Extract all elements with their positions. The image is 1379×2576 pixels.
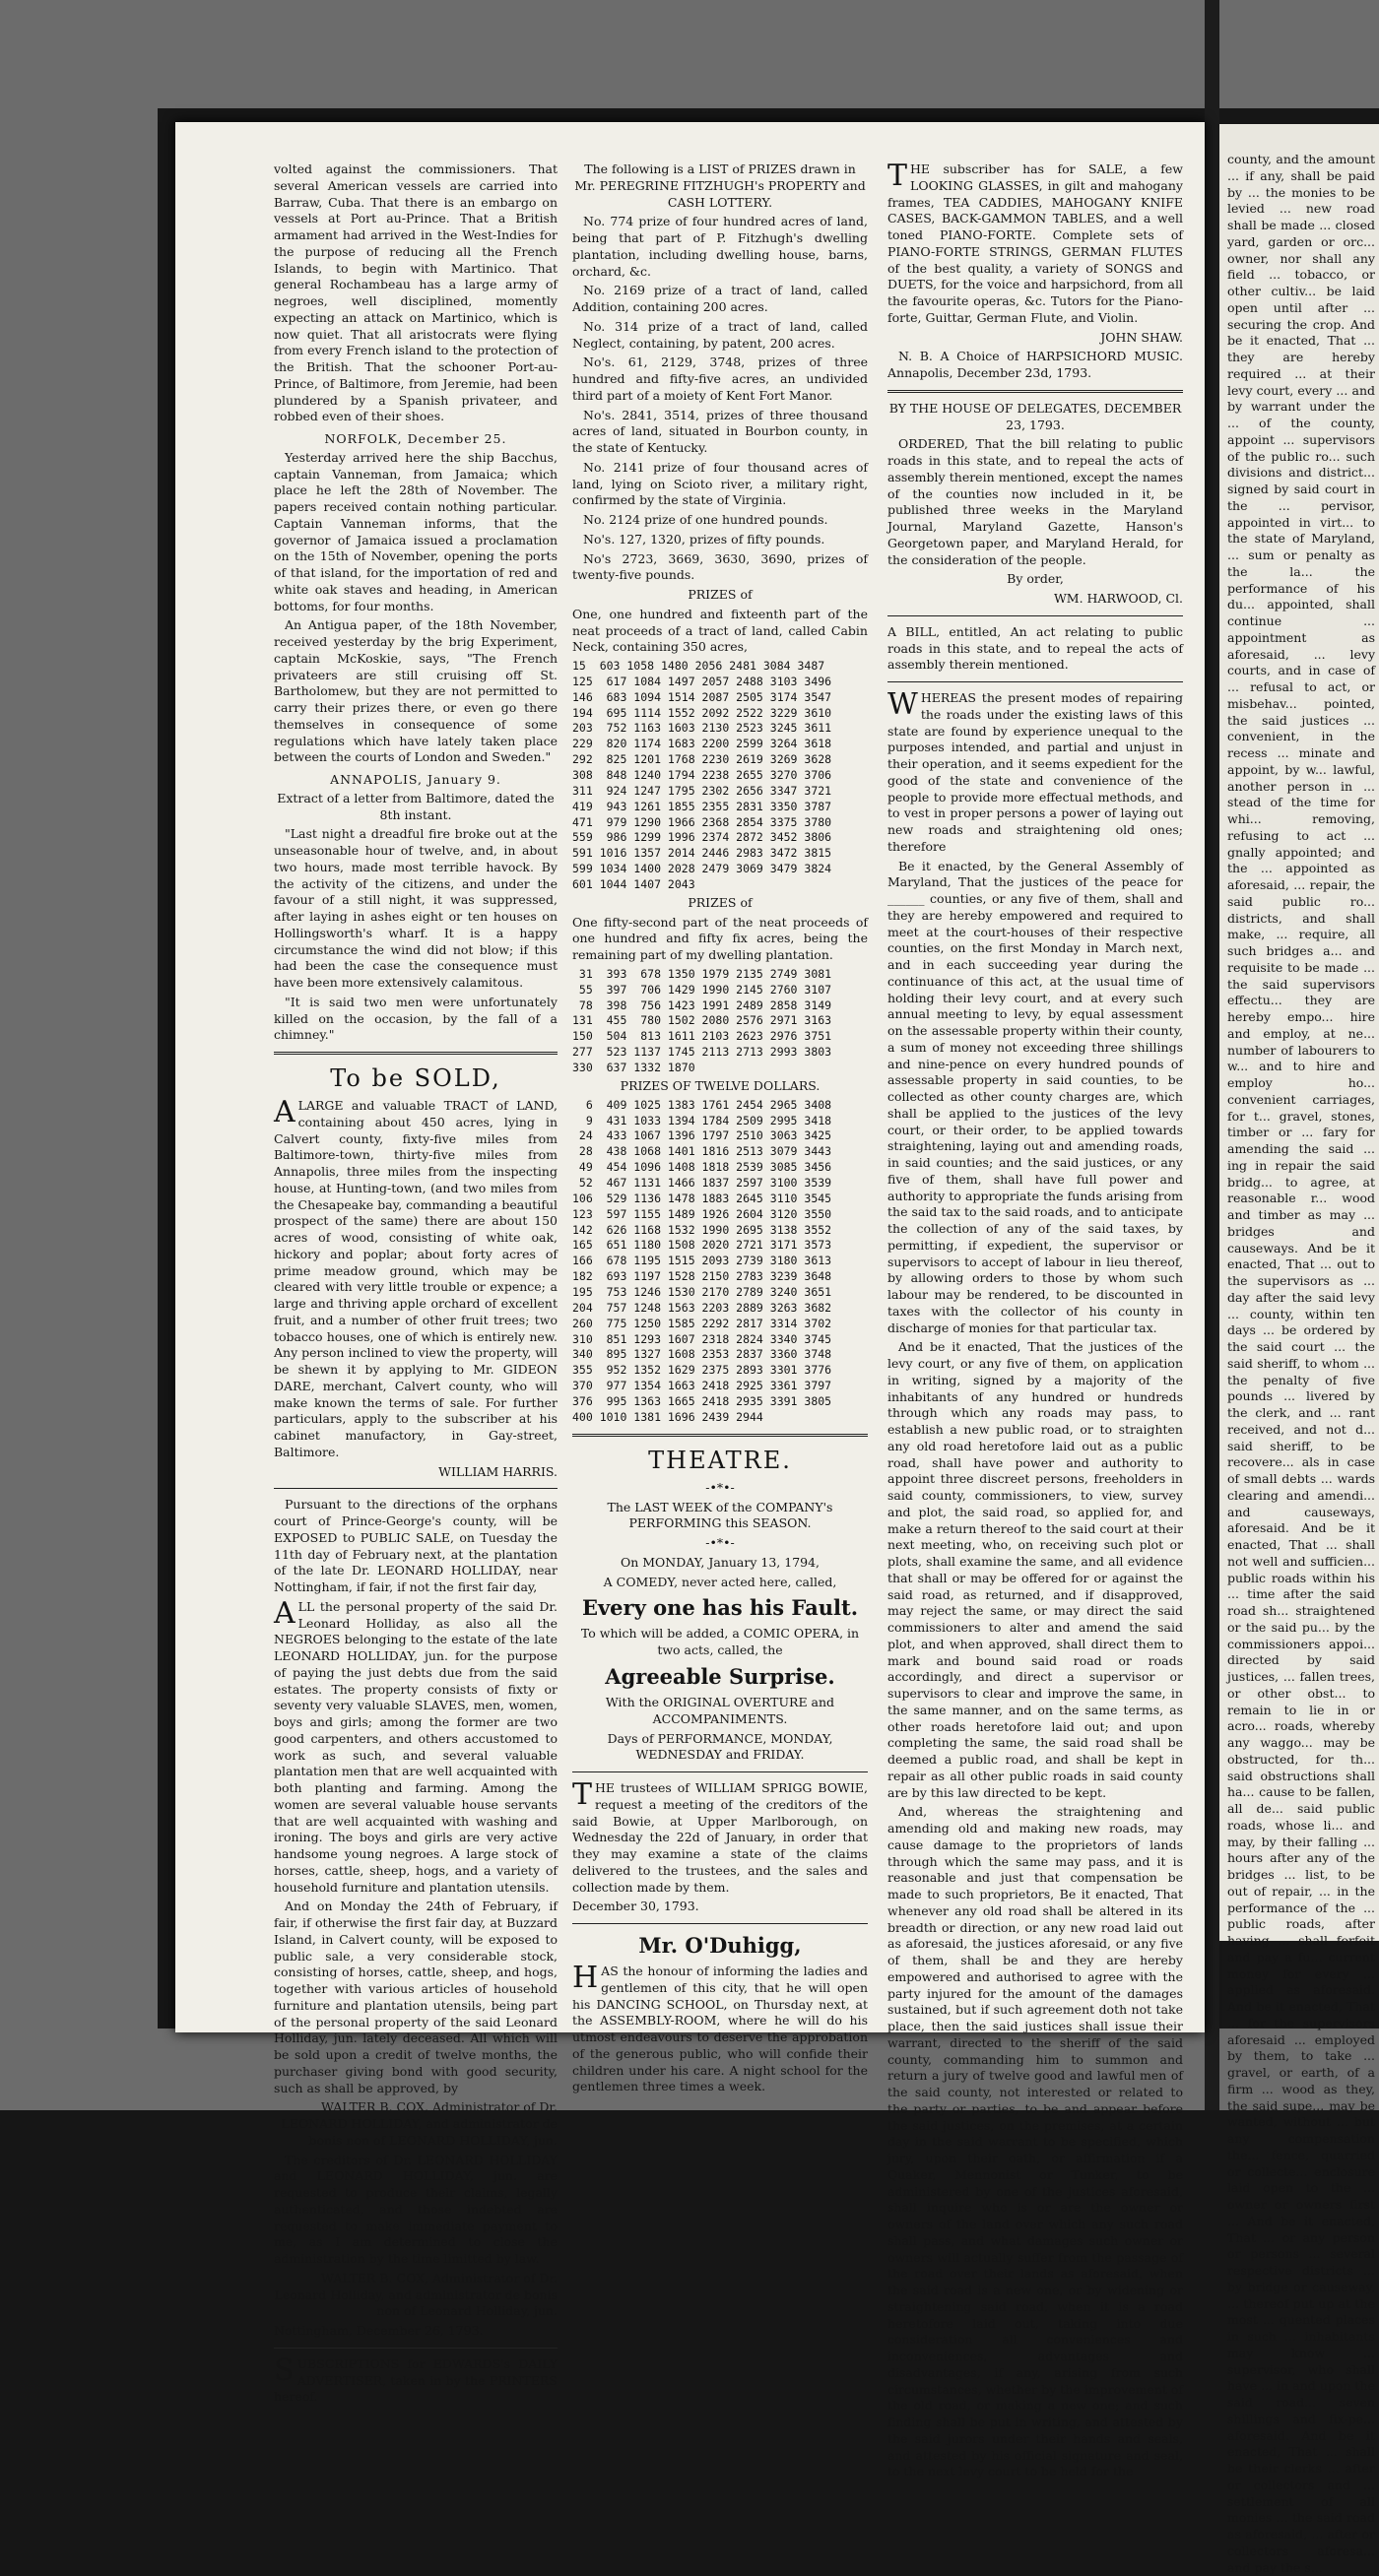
column-1: [274, 161, 558, 2405]
advert-text: ALL the personal property of the said Dr. Leonard Holliday, as also all the NEGROES belonging to the estate of the late LEONARD HOLLIDAY, jun. for the purpose of paying the just debts due from the said estates. The property consists of fixty or seventy very valuable SLAVES, men, women, boys and girls; among the former are two good carpenters, and others accustomed to work as such, and several valuable plantation men that are well acquainted with both planting and farming. Among the women are several valuable house servants that are well acquainted with washing and ironing. The boys and girls are very active handsome young negroes. A large stock of horses, cattle, sheep, hogs, and a variety of household furniture and plantation utensils.: [274, 1595, 558, 1895]
fragment-text: county, and the amount ... if any, shall be paid by ... the monies to be levied ... new road shall be made ... closed yard, garden or orc... owner, nor shall any field ... tobacco, or other cultiv... be laid open until after ... securing the crop. And be it enacted, That ... they are hereby required ... at their levy court, every ... and by warrant under the ... of the county, appoint ... supervisors of the public ro... such divisions and district... signed by said court in the ... pervisor, appointed in virt... to the state of Maryland, ... sum or penalty as the la... the performance of his du... appointed, shall continue ... appointment as aforesaid, ... levy courts, and in case of ... refusal to act, or misbehav... pointed, the said justices ... convenient, in the recess ... minate and appoint, by w... lawful, another person in ... stead of the time for whi... removing, refusing to act ... gnally appointed; and the ... appointed as aforesaid, ... repair, the said public ro... districts, and shall make, ... require, all such bridges a... and requisite to be made ... the said supervisors effectu... they are hereby empo... hire and employ, at ne... number of labourers to w... and to hire and employ ho... convenient carriages, for t... gravel, stones, timber or ... fary for amending the said ... ing in repair the said bridg... to agree, at reasonable r... wood and timber as may ... bridges and causeways. And be it enacted, That ... out to the supervisors as ... day after the said levy ... county, within ten days ... be ordered by the said court ... the said sheriff, to whom ... the penalty of five pounds ... livered by the clerk, and ... rant received, and not d... said sheriff, to be recovere... als in case of small debts ... wards clearing and amendi... and causeways, aforesaid. And be it enacted, That ... shall not well and sufficien... public roads within his ... time after the said road sh... straightened or the said pu... by the commissioners appoi... directed by said justices, ... fallen trees, or other obst... to remain to lie in or acro... roads, whereby any waggo... may be obstructed, for th... said obstructions shall ha... cause to be fallen, all de... said public roads, whose li... and may, by their falling ... hours after any of the bridges ... list, to be out of repair, ... in the performance of the ... public roads, after having ... shall forfeit and pay a fu... current money for every ... applied as aforesaid. And be it enacted, That ... for the supervisors aforesaid ... employed by them, to take ... gravel, or earth, of a firm ... wood as they, the said supe... may be wanted, without ... but any compensation the... fence, quarried or collecte... enclosure laid open to the ... owner or owners first ... And be it enacted, That ... or any person or persons ... several respective districts ... by bridge or causeway, ... thereof put up at the most ... quented places in such ... inhabitants may know ... supervisor, who shall have ... in and upon the said road... seven shillings and fix-pe... aforesaid. And be it enacted, That ... shall be their clerks ... after or collectors and ... settlement of all monies ... the said road as aforesaid, ... after or collectors aforesa... and pay the s...: [1227, 152, 1375, 2575]
advert-text: Pursuant to the directions of the orphans court of Prince-George's county, will be EXPOSED to PUBLIC SALE, on Tuesday the 11th day of February next, at the plantation of the late Dr. LEONARD HOLLIDAY, near Nottingham, if fair, if not the first fair day,: [274, 1497, 558, 1595]
prizes-intro: One fifty-second part of the neat proceeds of one hundred and fifty fix acres, being the remaining part of my dwelling plantation.: [572, 914, 868, 963]
theatre-text: With the ORIGINAL OVERTURE and ACCOMPANIMENTS.: [605, 1695, 835, 1726]
play-title: Every one has his Fault.: [581, 1595, 859, 1621]
film-edge-left: [0, 0, 158, 2110]
column-3: [887, 159, 1183, 2479]
dancing-notice: HAS the honour of informing the ladies and gentlemen of this city, that he will open his DANCING SCHOOL, on Thursday next, at the ASSEMBLY-ROOM, where he will do his utmost endeavours to deserve the approbation of the generous public, who will confide their children under his care. A night school for the gentlemen three times a week.: [572, 1961, 868, 2094]
news-paragraph: volted against the commissioners. That several American vessels are carried into Barraw, Cuba. That there is an embargo on vessels at Port au-Prince. That a British armament had arrived in the West-Indies for the purpose of reducing all the French Islands, to begin with Martinico. That general Rochambeau has a large army of negroes, well disciplined, momently expecting an attack on Martinico, which is now quiet. That all aristocrats were flying from every French island to the protection of the British. That the schooner Port-au-Prince, of Baltimore, from Jeremie, had been plundered by a Spanish privateer, and robbed even of their shoes.: [274, 161, 558, 424]
prizes-heading: PRIZES of: [688, 894, 753, 910]
theatre-text: A COMEDY, never acted here, called,: [603, 1574, 837, 1589]
divider: [572, 1771, 868, 1772]
lottery-item: No's. 2841, 3514, prizes of three thousand acres of land, situated in Bourbon county, in the state of Kentucky.: [572, 407, 868, 455]
lottery-item: No's 2723, 3669, 3630, 3690, prizes of twenty-five pounds.: [572, 550, 868, 583]
divider: [274, 1488, 558, 1489]
news-paragraph: An Antigua paper, of the 18th November, received yesterday by the brig Experiment, captain McKoskie, says, "The French privateers are still cruising off St. Bartholomew, but they are not permitted to carry their prizes there, or even go there themselves in consequence of some regulations which have lately taken place between the courts of London and Sweden.": [274, 617, 558, 765]
subscriptions-notice: SUBSCRIPTIONS for EDWARDS's DAILY ADVERTISER, taken in by the PRINTERS hereof.: [274, 2352, 558, 2405]
order-signature: WM. HARWOOD, Cl.: [1053, 591, 1183, 606]
theatre-ornament: -•*•-: [705, 1479, 735, 1495]
lottery-item: No. 2141 prize of four thousand acres of land, lying on Scioto river, a military right, confirmed by the state of Virginia.: [572, 459, 868, 508]
prize-number-table: 6 409 1025 1383 1761 2454 2965 3408 9 431 1033 1394 1784 2509 2995 3418 24 433 1067 1396 1797 2510 3063 3425 28 438 1068 1401 1816 2513 3079 3443 49 454 1096 1408 1818 2539 3085 3456 52 467 1131 1466 1837 2597 3100 3539 106 529 1136 1478 1883 2645 3110 3545 123 597 1155 1489 1926 2604 3120 3550 142 626 1168 1532 1990 2695 3138 3552 165 651 1180 1508 2020 2721 3171 3573 166 678 1195 1515 2093 2739 3180 3613 182 693 1197 1528 2150 2783 3239 3648 195 753 1246 1530 2170 2789 3240 3651 204 757 1248 1563 2203 2889 3263 3682 260 775 1250 1585 2292 2817 3314 3702 310 851 1293 1607 2318 2824 3340 3745 340 895 1327 1608 2353 2837 3360 3748 355 952 1352 1629 2375 2893 3301 3776 370 977 1354 1663 2418 2925 3361 3797 376 995 1363 1665 2418 2935 3391 3805 400 1010 1381 1696 2439 2944: [572, 1097, 832, 1424]
notice-date: December 30, 1793.: [572, 1899, 699, 1914]
house-heading: BY THE HOUSE OF DELEGATES, DECEMBER 23, 1793.: [888, 400, 1182, 432]
divider: [274, 2348, 558, 2349]
newspaper-page: [175, 122, 1205, 2479]
adjacent-page-fragment: [1219, 124, 1379, 2575]
lottery-item: No. 2124 prize of one hundred pounds.: [583, 512, 828, 527]
advert-signature: JOHN SHAW.: [1100, 329, 1183, 345]
prizes-heading: PRIZES OF TWELVE DOLLARS.: [620, 1077, 821, 1093]
advert-text: THE subscriber has for SALE, a few LOOKING GLASSES, in gilt and mahogany frames, TEA CADDIES, MAHOGANY KNIFE CASES, BACK-GAMMON TABLES, and a well toned PIANO-FORTE. Complete sets of PIANO-FORTE STRINGS, GERMAN FLUTES of the best quality, a variety of SONGS and DUETS, for the voice and harpsichord, from all the favourite operas, &c. Tutors for the Piano-forte, Guittar, German Flute, and Violin.: [887, 159, 1183, 325]
divider: [887, 615, 1183, 616]
lottery-heading: The following is a LIST of PRIZES drawn in Mr. PEREGRINE FITZHUGH's PROPERTY and CASH LOTTERY.: [574, 161, 866, 210]
advert-signature: WALTER B. COX, Administrator of Dr. Leonard Holliday, and administrator de bonis non of Leonard Holliday, jun.: [274, 2270, 558, 2319]
lottery-item: No. 2169 prize of a tract of land, called Addition, containing 200 acres.: [572, 283, 868, 314]
column-2: [572, 161, 868, 2094]
adjacent-column: [1227, 152, 1375, 2575]
advert-signature: WILLIAM HARRIS.: [438, 1463, 558, 1479]
dateline-norfolk: NORFOLK, December 25.: [324, 431, 507, 446]
news-paragraph: "Last night a dreadful fire broke out at the unseasonable hour of twelve, and, in about two hours, made most terrible havock. By the activity of the citizens, and under the favour of a still night, it was suppressed, after laying in ashes eight or ten houses on Hollingsworth's wharf. It is a happy circumstance the wind did not blow; if this had been the case the consequence must have been more extensively calamitous.: [274, 826, 558, 990]
advert-text: And on Monday the 24th of February, if fair, if otherwise the first fair day, at Buzzard Island, in Calvert county, will be exposed to public sale, a very considerable stock, consisting of horses, cattle, sheep, and hogs, together with various articles of household furniture and plantation utensils, being part of the personal property of the said Leonard Holliday, jun. lately deceased. All which will be sold upon a credit of twelve months, the purchaser giving bond with good security, such as shall be approved, by: [274, 1899, 558, 2095]
theatre-title: THEATRE.: [648, 1446, 792, 1474]
divider: [572, 1434, 868, 1437]
theatre-text: To which will be added, a COMIC OPERA, in two acts, called, the: [580, 1626, 860, 1658]
prizes-intro: One, one hundred and fixteenth part of the neat proceeds of a tract of land, called Cabin Neck, containing 350 acres,: [572, 606, 868, 655]
advert-text: The creditors of Dr. LEONARD HOLLIDAY and LEONARD HOLLIDAY, jun. are requested to produce their claims, legally authenticated, and those indebted are requested to make immediate payment to me, as I am determined to close the administration by the time limitted by law.: [274, 2152, 558, 2267]
prize-number-table: 15 603 1058 1480 2056 2481 3084 3487 125 617 1084 1497 2057 2488 3103 3496 146 683 1094 1514 2087 2505 3174 3547 194 695 1114 1552 2092 2522 3229 3610 203 752 1163 1603 2130 2523 3245 3611 229 820 1174 1683 2200 2599 3264 3618 292 825 1201 1768 2230 2619 3269 3628 308 848 1240 1794 2238 2655 3270 3706 311 924 1247 1795 2302 2656 3347 3721 419 943 1261 1855 2355 2831 3350 3787 471 979 1290 1966 2368 2854 3375 3780 559 986 1299 1996 2374 2872 3452 3806 591 1016 1357 2014 2446 2983 3472 3815 599 1034 1400 2028 2479 3069 3479 3824 601 1044 1407 2043: [572, 659, 832, 892]
opera-title: Agreeable Surprise.: [605, 1663, 835, 1689]
divider: [887, 681, 1183, 682]
prize-number-table: 31 393 678 1350 1979 2135 2749 3081 55 397 706 1429 1990 2145 2760 3107 78 398 756 1423 1991 2489 2858 3149 131 455 780 1502 2080 2576 2971 3163 150 504 813 1611 2103 2623 2976 3751 277 523 1137 1745 2113 2713 2993 3803 330 637 1332 1870: [572, 966, 832, 1075]
divider: [274, 1052, 558, 1055]
dateline-annapolis: ANNAPOLIS, January 9.: [330, 772, 501, 787]
dancing-title: Mr. O'Duhigg,: [638, 1933, 802, 1959]
news-paragraph: "It is said two men were unfortunately killed on the occasion, by the fall of a chimney.": [274, 994, 558, 1043]
bill-text: And, whereas the straightening and amending old and making new roads, may cause damage to the proprietors of lands through which the same may pass, and it is reasonable and just that compensation be made to such proprietors, Be it enacted, That whenever any old road shall be altered in its breadth or direction, or any new road laid out as aforesaid, the justices aforesaid, or any five of them, shall be and they are hereby empowered and authorised to agree with the party injured for the amount of the damages sustained, but if such agreement doth not take place, then the said justices shall issue their warrant, directed to the sheriff of the said county, commanding him to summon and return a jury of twelve good and lawful men of the said county, not interested or related to the party or parties, to be and appear before the said justices, on the premises, at a certain day in the said warrant to be specified, which jury, upon their oath, or affirmation if a Quaker, Mennonist or Tunker, to be administered by one of the justices aforesaid, shall inquire who is or are the owner or owners of the land over which any such road shall pass, and what damages such owner or owners will actually suffer from the passage of the road over their lands as aforesaid, when the said road is a new one, or by widening or straightening said road, when it is a road heretofore laid out, taking into due consideration all conveniences and inconveniences, advantages and disadvantages, if any, arising from such circumstances, whether by the improvement of the old road, or making a new one; and such finding shall be put in writing, and attested by the said jurors under their hands and seals, and attested by his official signature and seal, to the next levy court to be held for the: [887, 1804, 1183, 2479]
advert-title-to-be-sold: To be SOLD,: [330, 1064, 501, 1092]
theatre-text: Days of PERFORMANCE, MONDAY, WEDNESDAY and FRIDAY.: [607, 1730, 833, 1763]
bill-title: A BILL, entitled, An act relating to public roads in this state, and to repeal the acts of assembly therein mentioned.: [887, 623, 1183, 673]
bill-text: Be it enacted, by the General Assembly of Maryland, That the justices of the peace for ______ counties, or any five of them, shall and they are hereby empowered and required to meet at the court-houses of their respective counties, on the first Monday in March next, and in each succeeding year during the continuance of this act, at the usual time of holding their levy court, and at every such annual meeting to levy, by equal assessment on the assessable property within their county, a sum of money not exceeding three shillings and nine-pence on every hundred pounds of assessable property in said counties, to be collected as other county charges are, which shall be applied to the justices of the levy court, or their order, to be applied towards straightening, laying out and amending roads, in said counties; and the said justices, or any five of them, shall have full power and authority to appropriate the funds arising from the said tax to the said roads, and to anticipate the collection of any of the said taxes, by permitting, if expedient, the supervisor or supervisors to accept of labour in lieu thereof, by allowing orders to those by whom such labour may be rendered, to be discounted in taxes with the collector of his county in discharge of monies for that particular tax.: [887, 858, 1183, 1335]
bill-text: WHEREAS the present modes of repairing the roads under the existing laws of this state are found by experience unequal to the purposes intended, and partial and unjust in their operation, and it seems expedient for the good of the state and convenience of the people to provide more effectual methods, and to vest in proper persons a power of laying out new roads and straightening old ones; therefore: [887, 687, 1183, 854]
lottery-item: No. 314 prize of a tract of land, called Neglect, containing, by patent, 200 acres.: [572, 318, 868, 351]
lottery-item: No. 774 prize of four hundred acres of land, being that part of P. Fitzhugh's dwelling plantation, including dwelling house, barns, orchard, &c.: [572, 214, 868, 279]
theatre-text: The LAST WEEK of the COMPANY's PERFORMING this SEASON.: [607, 1499, 833, 1531]
advert-date: Nottingham, December 26, 1793.: [274, 2323, 484, 2339]
page-gutter: [1205, 0, 1219, 2110]
divider: [887, 390, 1183, 393]
theatre-ornament: -•*•-: [705, 1535, 735, 1551]
film-edge-top: [0, 0, 1379, 108]
advert-signature: WALTER B. COX, Administrator of Dr. LEONARD HOLLIDAY, and administrator de bonis non of LEONARD HOLLIDAY, jun.: [281, 2099, 558, 2148]
prizes-heading: PRIZES of: [688, 587, 753, 602]
order-text: ORDERED, That the bill relating to public roads in this state, and to repeal the acts of assembly therein mentioned, except the names of the counties now included in it, be published three weeks in the Maryland Journal, Maryland Gazette, Hanson's Georgetown paper, and Maryland Herald, for the consideration of the people.: [887, 436, 1183, 567]
lottery-item: No's. 127, 1320, prizes of fifty pounds.: [583, 531, 825, 547]
extract-heading: Extract of a letter from Baltimore, dated the 8th instant.: [277, 790, 555, 822]
news-paragraph: Yesterday arrived here the ship Bacchus, captain Vanneman, from Jamaica; which place he left the 28th of November. The papers received contain nothing particular. Captain Vanneman informs, that the governor of Jamaica issued a proclamation on the 15th of November, opening the ports of that island, for the importation of red and white oak staves and heading, in American bottoms, for four months.: [274, 449, 558, 613]
advert-text: N. B. A Choice of HARPSICHORD MUSIC. Annapolis, December 23d, 1793.: [887, 349, 1183, 380]
trustees-notice: THE trustees of WILLIAM SPRIGG BOWIE, request a meeting of the creditors of the said Bowie, at Upper Marlborough, on Wednesday the 22d of January, in order that they may examine a state of the claims delivered to the trustees, and the sales and collection made by them.: [572, 1777, 868, 1895]
bill-text: And be it enacted, That the justices of the levy court, or any five of them, on application in writing, signed by a majority of the inhabitants of any hundred or hundreds through which any roads may pass, to establish a new public road, or to straighten any old road heretofore laid out as a public road, shall have power and authority to appoint three discreet persons, freeholders in said county, commissioners, to view, survey and plot, the said road, so applied for, and make a return thereof to the said court at their next meeting, who, on receiving such plot or plots, shall examine the same, and all evidence that shall or may be offered for or against the said road, as returned, and if disapproved, may reject the same, or may direct the said commissioners to alter and amend the said plot, and when approved, shall direct them to mark and bound said road or roads accordingly, and direct a supervisor or supervisors to clear and improve the same, in the same manner, and on the same terms, as other roads heretofore laid out; and upon completing the same, the said road shall be deemed a public road, and shall be kept in repair as all other public roads in said county are by this law directed to be kept.: [887, 1339, 1183, 1800]
order-text: By order,: [1007, 571, 1064, 587]
divider: [572, 1923, 868, 1924]
theatre-text: On MONDAY, January 13, 1794,: [620, 1554, 821, 1570]
advert-text: ALARGE and valuable TRACT of LAND, containing about 450 acres, lying in Calvert county, fixty-five miles from Baltimore-town, thirty-five miles from Annapolis, three miles from the inspecting house, at Hunting-town, (and two miles from the Chesapeake bay, commanding a beautiful prospect of the same) there are about 150 acres of wood, consisting of white oak, hickory and poplar; about forty acres of prime meadow ground, which may be cleared with very little trouble or expence; a large and thriving apple orchard of excellent fruit, and a number of other fruit trees; two tobacco houses, one of which is entirely new. Any person inclined to view the property, will be shewn it by applying to Mr. GIDEON DARE, merchant, Calvert county, who will make known the terms of sale. For further particulars, apply to the subscriber at his cabinet manufactory, in Gay-street, Baltimore.: [274, 1095, 558, 1459]
lottery-item: No's. 61, 2129, 3748, prizes of three hundred and fifty-five acres, an undivided third part of a moiety of Kent Fort Manor.: [572, 354, 868, 403]
